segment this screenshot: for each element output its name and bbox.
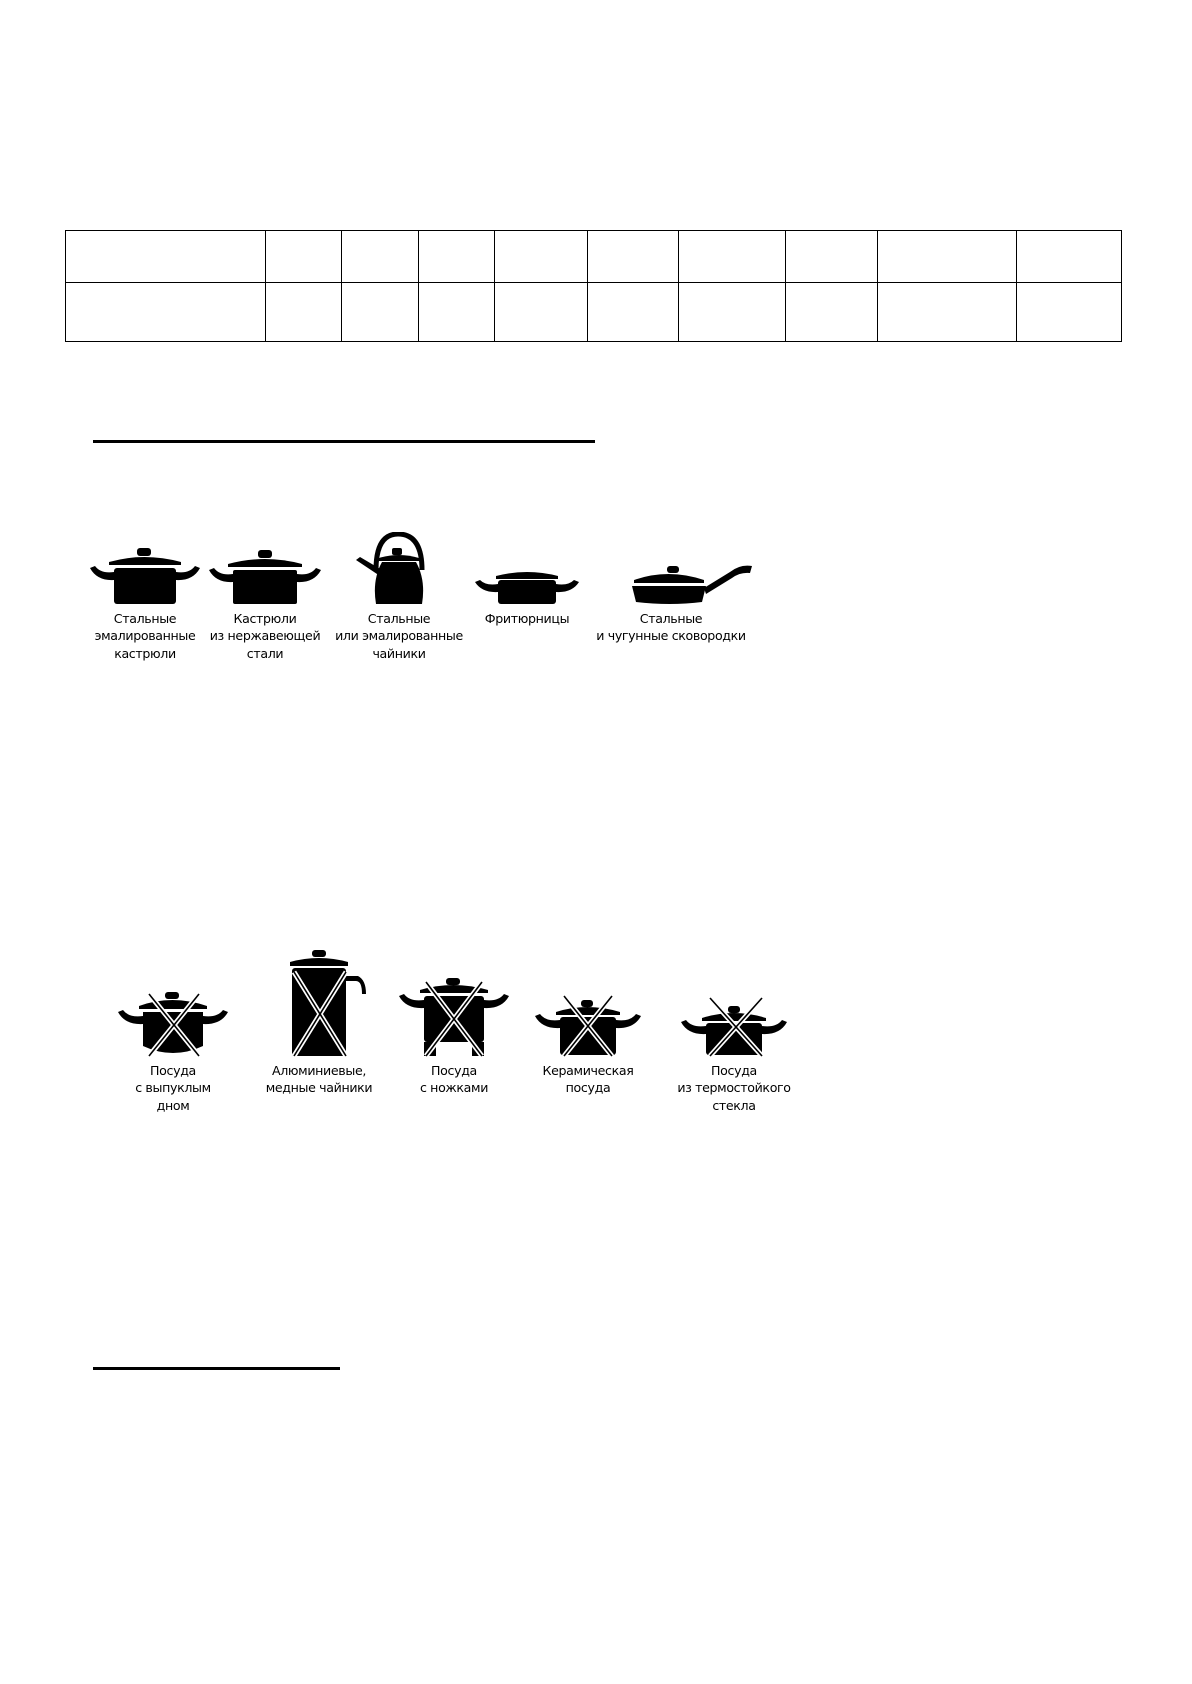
unsuitable-caption: Посуда из термостойкого стекла <box>677 1063 791 1113</box>
unsuitable-item <box>254 950 384 1097</box>
table-cell <box>1017 283 1122 342</box>
unsuitable-caption: Посуда с выпуклым дном <box>135 1063 211 1113</box>
suitable-item <box>206 532 324 662</box>
convex-bottom-pot-crossed-icon <box>117 950 229 1060</box>
table-cell <box>786 283 878 342</box>
table-cell <box>418 231 494 283</box>
table-cell <box>679 283 786 342</box>
kettle-icon <box>334 532 464 608</box>
table-cell <box>1017 231 1122 283</box>
table-cell <box>878 231 1017 283</box>
unsuitable-item <box>532 950 644 1097</box>
frying-pan-icon <box>590 532 752 608</box>
table-cell <box>587 283 679 342</box>
table-cell <box>341 231 418 283</box>
table-cell <box>265 283 341 342</box>
suitable-item <box>89 532 201 662</box>
table-cell <box>66 231 266 283</box>
table-cell <box>587 231 679 283</box>
unsuitable-item <box>117 950 229 1114</box>
table-cell <box>878 283 1017 342</box>
suitable-item <box>590 532 752 645</box>
enamel-pot-icon <box>89 532 201 608</box>
suitable-caption: Стальные или эмалированные чайники <box>335 611 463 661</box>
fryer-icon <box>470 532 584 608</box>
suitable-item <box>334 532 464 662</box>
legged-pot-crossed-icon <box>398 950 510 1060</box>
unsuitable-caption: Алюминиевые, медные чайники <box>265 1063 373 1096</box>
aluminium-kettle-crossed-icon <box>254 950 384 1060</box>
table-row <box>66 231 1122 283</box>
unsuitable-item <box>398 950 510 1097</box>
unsuitable-item <box>670 950 798 1114</box>
section-divider <box>93 1367 340 1370</box>
table-row <box>66 283 1122 342</box>
table-cell <box>341 283 418 342</box>
suitable-item <box>470 532 584 627</box>
unsuitable-caption: Посуда с ножками <box>419 1063 489 1096</box>
suitable-caption: Стальные эмалированные кастрюли <box>94 611 196 661</box>
table-cell <box>66 283 266 342</box>
table-cell <box>494 283 587 342</box>
suitable-caption: Кастрюли из нержавеющей стали <box>209 611 321 661</box>
glass-pot-crossed-icon <box>670 950 798 1060</box>
table-cell <box>494 231 587 283</box>
suitable-caption: Фритюрницы <box>484 611 570 626</box>
spec-table <box>65 230 1122 342</box>
table-cell <box>679 231 786 283</box>
table-cell <box>265 231 341 283</box>
table-cell <box>786 231 878 283</box>
section-divider <box>93 440 595 443</box>
unsuitable-caption: Керамическая посуда <box>542 1063 634 1096</box>
ceramic-pot-crossed-icon <box>532 950 644 1060</box>
stainless-pot-icon <box>206 532 324 608</box>
suitable-caption: Стальные и чугунные сковородки <box>596 611 746 644</box>
table-cell <box>418 283 494 342</box>
